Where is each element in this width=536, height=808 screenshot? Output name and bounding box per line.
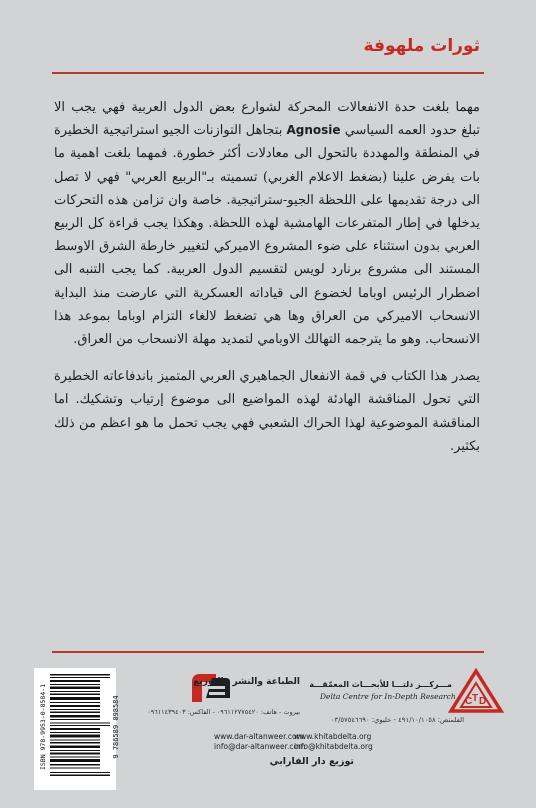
blurb-paragraph-2 bbox=[54, 365, 480, 458]
delta-triangle-logo bbox=[448, 668, 504, 714]
publisher-email[interactable]: info@dar-altanweer.com bbox=[214, 742, 306, 751]
paragraph-1-end: بتجاهل التوازنات الجيو استراتيجية الخطيرة في المنطقة والمهددة بالتحول الى معادلات أكثر خطورة. فمهما بلغت اهمية ما بات يفرض علينا (بضغط الاعلام الغربي) تسميته بـ"الربيع العربي" فهي لا تصل الى درجة تقديمها على اللحظة الجيو-ستراتيجية. خاصة وان تزامن هذه التحركات يدخلها في إطار المتفرعات الهامشية لهذه اللحظة. وهكذا يجب قراءة كل الربيع العربي بدون استثناء على ضوء المشروع الاميركي لتغيير خارطة الشرق الاوسط المستند الى مشروع برنارد لويس لتقسيم الدول العربية. كما يجب التنبه الى اضطرار الرئيس اوباما لخضوع الى قياداته العسكرية التي عارضت منذ البداية الانسحاب الاميركي من العراق وها هي تضغط لالغاء التزام اوباما بموعد هذا الانسحاب. وهو ما يترجمه التهالك الاوبامي لتمديد مهلة الانسحاب من العراق. bbox=[54, 123, 480, 348]
publisher-website[interactable]: www.dar-altanweer.com bbox=[214, 732, 304, 741]
blurb-text bbox=[54, 96, 480, 472]
publisher-address: بيروت - هاتف: ٠٩٦١١٢٧٧٥٤٢٠ - الفاكس: ٠٩٦١١٤٣٩٤٠٣ bbox=[147, 708, 300, 716]
centre-website[interactable]: www.khitabdelta.org bbox=[294, 732, 372, 741]
book-title: ثورات ملهوفة bbox=[363, 36, 480, 56]
barcode-image bbox=[50, 674, 110, 776]
centre-name-english: Delta Centre for In-Depth Research bbox=[320, 692, 456, 701]
svg-text:T: T bbox=[472, 693, 479, 704]
svg-text:D: D bbox=[479, 696, 487, 707]
barcode-panel bbox=[34, 668, 120, 790]
footer-rule bbox=[52, 651, 484, 653]
blurb-paragraph-1 bbox=[54, 96, 480, 351]
distribution-note: توزيع دار الفارابي bbox=[269, 756, 354, 767]
paragraph-1-start: مهما بلغت حدة الانفعالات المحركة لشوارع بعض الدول العربية فهي يجب الا تبلغ حدود العمه السياسي bbox=[54, 100, 480, 139]
agnosie-term: Agnosie bbox=[286, 123, 341, 138]
centre-email[interactable]: info@khitabdelta.org bbox=[294, 742, 373, 751]
barcode-digits: 9 786589 098584 bbox=[112, 695, 120, 759]
centre-name-arabic: مـــركـــز دلتـــا للأبحـــاث المعمّقـــة bbox=[309, 680, 452, 689]
title-rule bbox=[52, 72, 484, 74]
publisher-logo bbox=[186, 668, 236, 708]
svg-text:C: C bbox=[465, 696, 473, 707]
isbn-label: ISBN 978-9953-0-8584-1 bbox=[39, 683, 47, 771]
centre-address: الفلمنص: ٤٩١/١٠/١٠٥٨ - خليوي: ٠٣/٥٧٥٤٦٦٩٠ bbox=[330, 716, 464, 724]
paragraph-2-text: يصدر هذا الكتاب في قمة الانفعال الجماهيري العربي المتميز باندفاعاته الخطيرة التي تحول المناقشة الهادئة لهذه المواضيع الى موضوع إرتياب وتشكيك. اما المناقشة الموضوعية لهذا الحراك الشعبي فهي يجب تحمل ما هو اعظم من ذلك بكثير. bbox=[54, 369, 480, 454]
publisher-name: الطباعة والنشر والتوزيع bbox=[193, 677, 300, 687]
